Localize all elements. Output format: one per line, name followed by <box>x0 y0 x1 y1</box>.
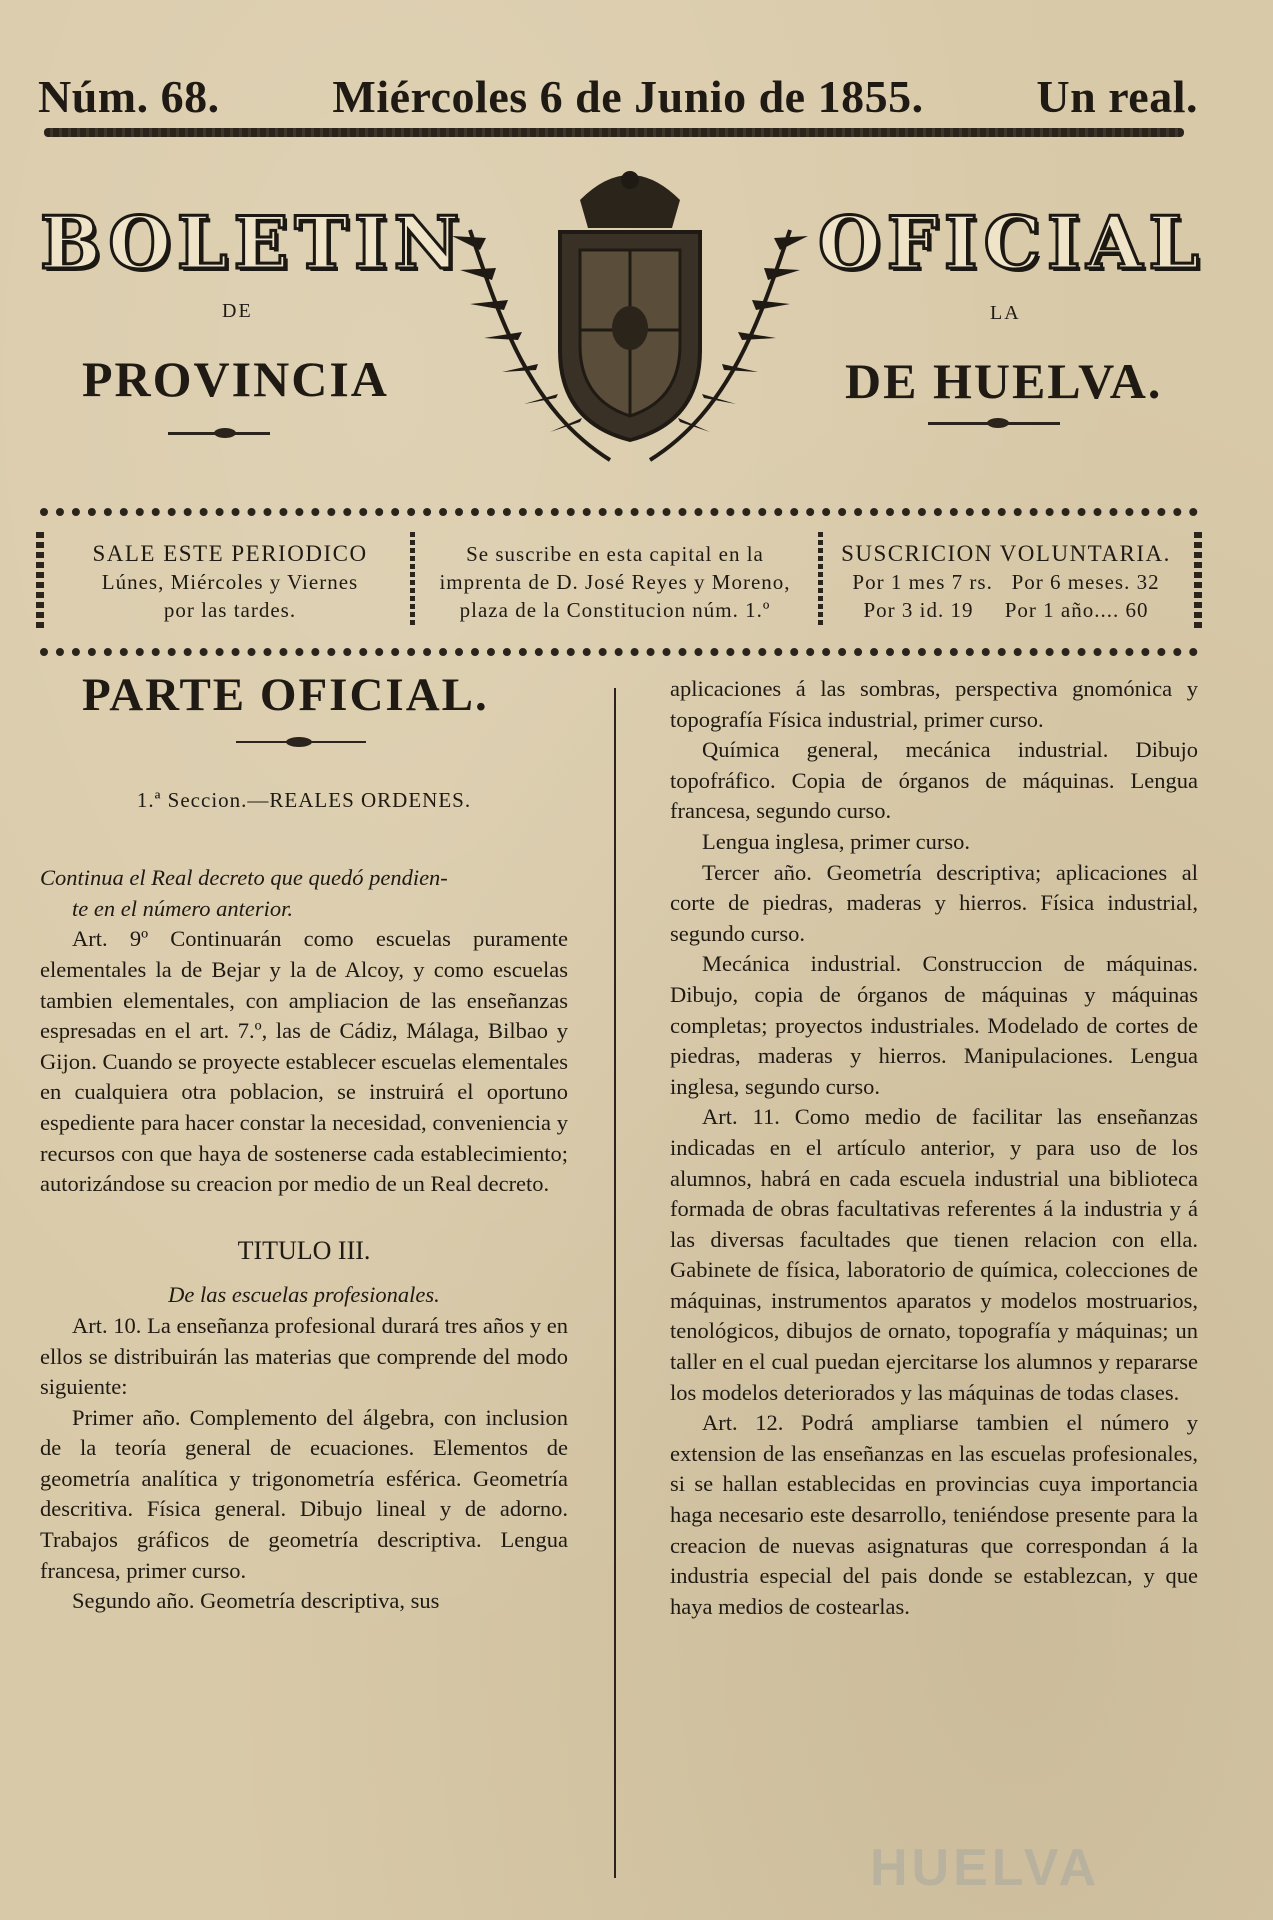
title-iii: TITULO III. <box>237 1235 371 1265</box>
masthead-line <box>38 66 1198 126</box>
royal-crest-icon <box>440 160 820 470</box>
section-subheading: 1.ª Seccion.—REALES ORDENES. <box>136 787 472 812</box>
title-ornament-left <box>168 432 270 435</box>
second-year-continued: aplicaciones á las sombras, perspectiva gnomónica y topografía Física industrial, primer curso. <box>670 676 1198 732</box>
article-10: Art. 10. La enseñanza profesional durará tres años y en ellos se distribuirán las materias que comprende del modo siguiente: <box>40 1312 568 1400</box>
subscription-box <box>40 508 1198 656</box>
title-boletin: BOLETIN <box>40 200 466 285</box>
subscription-divider-2 <box>818 532 823 628</box>
border-ornament-right <box>1194 532 1202 628</box>
article-9: Art. 9º Continuarán como escuelas puramente elementales la de Bejar y la de Alcoy, y como escuelas tambien elementales, con ampliacion de las enseñanzas espresadas en el art. 7.º, las de Cádiz, Málaga, Bilbao y Gijon. Cuando se proyecte establecer escuelas elementales en cualquiera otra poblacion, se instruirá el oportuno espediente para hacer constar la necesidad, conveniencia y recursos con que haya de sostenerse cada establecimiento; autorizándose su creacion por medio de un Real decreto. <box>40 926 568 1197</box>
subscription-divider-1 <box>410 532 415 628</box>
continuation-note: Continua el Real decreto que quedó pendien- te en el número anterior. <box>40 865 448 921</box>
title-ornament-right <box>928 422 1060 425</box>
title-la: LA <box>990 302 1021 324</box>
right-column <box>670 674 1198 1622</box>
title-de-huelva: DE HUELVA. <box>845 353 1163 409</box>
masthead-rule <box>44 128 1184 137</box>
second-year: Segundo año. Geometría descriptiva, sus <box>72 1588 440 1614</box>
mechanics-paragraph: Mecánica industrial. Construccion de máquinas. Dibujo, copia de órganos de máquinas y máquinas completas; proyectos industriales. Modelado de cortes de piedras, maderas y hierros. Manipulaciones. Lengua inglesa, segundo curso. <box>670 951 1198 1099</box>
article-12: Art. 12. Podrá ampliarse tambien el número y extension de las enseñanzas en las escuelas profesionales, si se hallan establecidas en provincias cuya importancia haga necesario este desarrollo, teniéndose presente para la creacion de nuevas asignaturas que correspondan á la industria especial del pais donde se establezcan, y que haya medios de costearlas. <box>670 1410 1198 1619</box>
title-de: DE <box>222 300 253 322</box>
first-year: Primer año. Complemento del álgebra, con inclusion de la teoría general de ecuaciones. Elementos de geometría analítica y trigonometría esférica. Geometría descritiva. Física general. Dibujo lineal y de adorno. Trabajos gráficos de geometría descriptiva. Lengua francesa, primer curso. <box>40 1404 568 1583</box>
left-column <box>40 660 568 1617</box>
title-provincia: PROVINCIA <box>82 351 389 407</box>
article-11: Art. 11. Como medio de facilitar las enseñanzas indicadas en el artículo anterior, y para uso de los alumnos, habrá en cada escuela industrial una biblioteca formada de obras facultativas referentes á la industria y á las diversas facultades que tienen relacion con ella. Gabinete de física, laboratorio de química, colecciones de máquinas, instrumentos aparatos y modelos mostruarios, tenológicos, dibujos de ornato, topografía y máquinas; un taller en el cual puedan ejercitarse los alumnos y repararse los modelos deteriorados y las máquinas de todas clases. <box>670 1104 1198 1405</box>
library-watermark: HUELVA <box>870 1839 1101 1897</box>
english-paragraph: Lengua inglesa, primer curso. <box>702 828 971 854</box>
third-year: Tercer año. Geometría descriptiva; aplicaciones al corte de piedras, maderas y hierros. Física industrial, segundo curso. <box>670 859 1198 946</box>
chemistry-paragraph: Química general, mecánica industrial. Dibujo topofráfico. Copia de órganos de máquinas. Lengua francesa, segundo curso. <box>670 737 1198 824</box>
heading-ornament <box>236 741 366 743</box>
section-heading: PARTE OFICIAL. <box>82 669 489 721</box>
issue-date: Miércoles 6 de Junio de 1855. <box>332 70 924 122</box>
title-oficial: OFICIAL <box>818 200 1205 285</box>
title-iii-subtitle: De las escuelas profesionales. <box>168 1282 440 1308</box>
issue-number: Núm. 68. <box>38 70 220 122</box>
column-divider <box>614 688 616 1878</box>
publication-schedule: SALE ESTE PERIODICO Lúnes, Miércoles y Viernes por las tardes. <box>92 541 368 622</box>
border-ornament-left <box>36 532 44 628</box>
issue-price: Un real. <box>1036 70 1198 122</box>
subscription-location: Se suscribe en esta capital en la imprenta de D. José Reyes y Moreno, plaza de la Constitucion núm. 1.º <box>439 542 791 622</box>
subscription-prices: SUSCRICION VOLUNTARIA. Por 1 mes 7 rs. Por 6 meses. 32 Por 3 id. 19 Por 1 año.... 60 <box>841 541 1171 622</box>
